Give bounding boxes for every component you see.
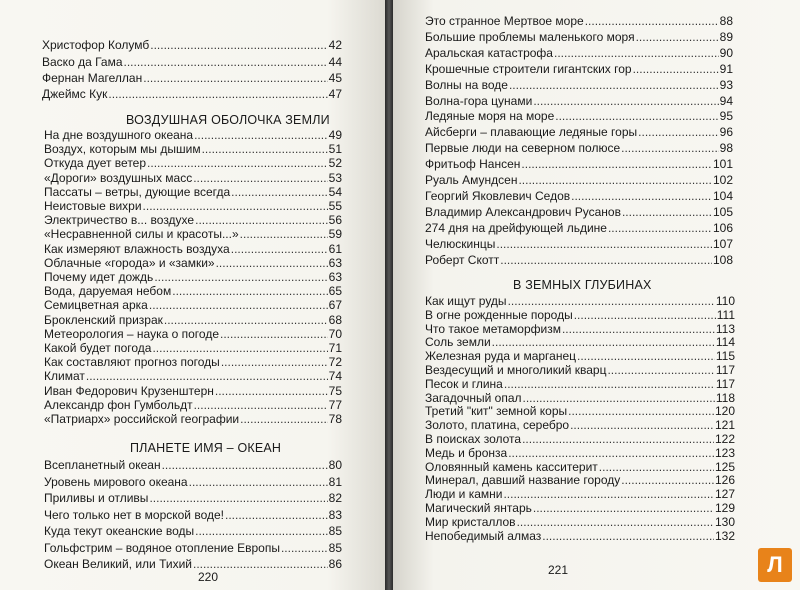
dot-leader (193, 171, 327, 185)
toc-entry-page: 122 (714, 432, 735, 446)
toc-entry (425, 173, 733, 187)
dot-leader (202, 142, 328, 156)
toc-entry-page: 59 (328, 227, 342, 242)
dot-leader (147, 156, 328, 170)
dot-leader (194, 398, 328, 412)
toc-entry-page: 53 (328, 170, 342, 185)
toc-entry (44, 475, 342, 489)
toc-entry-title: Волна-гора цунами (425, 93, 533, 108)
toc-entry (44, 541, 342, 555)
toc-entry-page: 111 (716, 307, 735, 322)
toc-entry (44, 227, 342, 241)
toc-entry-page: 85 (328, 524, 342, 538)
toc-entry-title: Александр фон Гумбольдт (44, 397, 193, 412)
dot-leader (568, 404, 714, 418)
dot-leader (523, 391, 715, 405)
dot-leader (281, 541, 328, 555)
toc-entry (425, 237, 733, 251)
toc-entry-title: «Дороги» воздушных масс (44, 170, 193, 185)
toc-entry-title: 274 дня на дрейфующей льдине (425, 220, 607, 235)
toc-entry-page: 88 (719, 14, 733, 28)
dot-leader (542, 529, 714, 543)
toc-entry (425, 205, 733, 219)
toc-entry-page: 126 (714, 473, 735, 488)
toc-entry (44, 355, 342, 369)
toc-entry-page: 94 (719, 93, 733, 108)
toc-entry-title: Роберт Скотт (425, 252, 500, 267)
toc-entry-title: Магический янтарь (425, 501, 532, 515)
toc-entry-page: 114 (715, 335, 735, 350)
toc-entry-page: 63 (328, 270, 342, 284)
toc-entry (425, 460, 735, 474)
dot-leader (508, 446, 714, 460)
dot-leader (193, 557, 328, 571)
dot-leader (518, 173, 712, 187)
book-gutter (385, 0, 393, 590)
toc-entry-title: Железная руда и марганец (425, 349, 577, 364)
toc-entry-page: 68 (328, 312, 342, 327)
dot-leader (149, 491, 327, 505)
toc-entry-page: 67 (328, 298, 342, 313)
toc-entry (44, 384, 342, 398)
dot-leader (86, 369, 328, 383)
toc-entry-page: 96 (719, 125, 733, 140)
toc-entry (44, 557, 342, 571)
toc-entry (44, 213, 342, 227)
toc-entry (425, 515, 735, 529)
toc-entry-page: 110 (715, 294, 735, 308)
dot-leader (522, 432, 714, 446)
toc-entry-page: 108 (712, 252, 733, 267)
dot-leader (194, 128, 328, 142)
toc-entry-page: 105 (712, 204, 733, 219)
toc-entry (425, 109, 733, 123)
toc-entry-page: 95 (719, 109, 733, 124)
dot-leader (195, 213, 328, 227)
toc-entry-title: «Патриарх» российской географии (44, 412, 240, 426)
toc-entry-title: Куда текут океанские воды (44, 524, 195, 538)
toc-entry-page: 77 (328, 397, 342, 412)
toc-entry-title: В поисках золота (425, 432, 522, 446)
toc-entry-title: Брокленский призрак (44, 312, 163, 327)
toc-entry (44, 398, 342, 412)
toc-entry-page: 42 (328, 38, 342, 52)
toc-entry (425, 418, 735, 432)
dot-leader (599, 460, 714, 474)
dot-leader (225, 508, 328, 522)
toc-entry (44, 508, 342, 522)
toc-entry (425, 391, 735, 405)
toc-entry (44, 313, 342, 327)
dot-leader (571, 189, 712, 203)
toc-entry-title: В огне рожденные породы (425, 307, 573, 322)
toc-entry-title: Крошечные строители гигантских гор (425, 61, 632, 76)
toc-entry-title: Пассаты – ветры, дующие всегда (44, 184, 231, 199)
toc-entry (425, 94, 733, 108)
dot-leader (633, 62, 719, 76)
toc-entry-page: 74 (328, 369, 342, 384)
toc-entry-title: Мир кристаллов (425, 514, 516, 529)
toc-entry-title: Георгий Яковлевич Седов (425, 188, 571, 203)
page-number-left: 220 (198, 570, 219, 584)
toc-entry (44, 327, 342, 341)
toc-entry-title: Воздух, которым мы дышим (44, 142, 201, 157)
toc-entry-title: Фернан Магеллан (42, 71, 143, 85)
section-heading-air: ВОЗДУШНАЯ ОБОЛОЧКА ЗЕМЛИ (126, 113, 330, 127)
dot-leader (508, 294, 715, 308)
toc-entry (425, 446, 735, 460)
dot-leader (492, 335, 715, 349)
toc-entry-page: 130 (714, 514, 735, 529)
toc-entry-title: Медь и бронза (425, 445, 508, 460)
toc-entry-page: 70 (328, 326, 342, 341)
toc-entry (44, 242, 342, 256)
toc-entry-page: 106 (712, 220, 733, 235)
toc-entry-title: Почему идет дождь (44, 270, 154, 284)
dot-leader (621, 473, 714, 487)
dot-leader (638, 125, 718, 139)
toc-entry-title: Как ищут руды (425, 294, 507, 308)
left-page (0, 0, 385, 590)
toc-entry-page: 65 (328, 284, 342, 299)
toc-entry-title: Минерал, давший название городу (425, 473, 621, 488)
dot-leader (504, 377, 715, 391)
dot-leader (154, 270, 327, 284)
toc-entry-title: Как составляют прогноз погоды (44, 355, 220, 370)
toc-entry-title: Облачные «города» и «замки» (44, 255, 215, 270)
dot-leader (585, 14, 719, 28)
toc-entry (425, 349, 735, 363)
toc-entry (425, 294, 735, 308)
toc-entry (425, 62, 733, 76)
toc-entry-title: Первые люди на северном полюсе (425, 141, 621, 156)
toc-entry (44, 171, 342, 185)
toc-entry (425, 14, 733, 28)
toc-entry-page: 121 (714, 418, 735, 433)
toc-entry-title: Аральская катастрофа (425, 45, 553, 60)
toc-entry-page: 81 (328, 474, 342, 489)
toc-entry-title: Какой будет погода (44, 341, 152, 355)
toc-entry (44, 142, 342, 156)
toc-entry-page: 117 (715, 376, 735, 391)
dot-leader (215, 384, 328, 398)
dot-leader (162, 458, 328, 472)
dot-leader (189, 475, 328, 489)
toc-entry-title: Владимир Александрович Русанов (425, 204, 621, 219)
right-toc (393, 0, 800, 590)
toc-entry (425, 125, 733, 139)
toc-entry (44, 199, 342, 213)
toc-entry-title: Люди и камни (425, 487, 503, 502)
toc-entry-page: 102 (712, 173, 733, 187)
left-toc (0, 0, 385, 590)
toc-entry (425, 308, 735, 322)
toc-entry-page: 82 (328, 491, 342, 505)
dot-leader (231, 185, 327, 199)
toc-entry (425, 501, 735, 515)
dot-leader (500, 253, 712, 267)
right-page (393, 0, 800, 590)
dot-leader (195, 524, 328, 538)
toc-entry-title: Уровень мирового океана (44, 474, 188, 489)
dot-leader (152, 341, 327, 355)
toc-entry-title: Иван Федорович Крузенштерн (44, 383, 214, 398)
toc-entry (42, 71, 342, 85)
toc-entry-title: Климат (44, 369, 85, 384)
toc-entry (42, 55, 342, 69)
dot-leader (221, 355, 328, 369)
toc-entry-title: Это странное Мертвое море (425, 14, 584, 28)
dot-leader (533, 501, 714, 515)
toc-entry (425, 377, 735, 391)
dot-leader (164, 313, 328, 327)
toc-entry-page: 52 (328, 156, 342, 171)
dot-leader (509, 78, 719, 92)
toc-entry (42, 38, 342, 52)
toc-entry (44, 412, 342, 426)
dot-leader (143, 199, 328, 213)
toc-entry (425, 253, 733, 267)
toc-entry-title: Руаль Амундсен (425, 173, 518, 187)
dot-leader (607, 363, 714, 377)
toc-entry (44, 524, 342, 538)
toc-entry (425, 78, 733, 92)
toc-entry-page: 45 (328, 71, 342, 85)
toc-entry-page: 71 (328, 341, 342, 355)
dot-leader (143, 71, 327, 85)
toc-entry-title: Всепланетный океан (44, 458, 161, 472)
dot-leader (240, 227, 328, 241)
dot-leader (577, 349, 715, 363)
dot-leader (240, 412, 328, 426)
toc-entry-page: 86 (328, 557, 342, 571)
toc-entry (425, 189, 733, 203)
toc-entry-title: Чего только нет в морской воде! (44, 507, 225, 522)
dot-leader (124, 55, 328, 69)
toc-entry-page: 72 (328, 355, 342, 370)
toc-entry (425, 141, 733, 155)
toc-entry-title: На дне воздушного океана (44, 128, 194, 142)
dot-leader (216, 256, 328, 270)
toc-entry-page: 89 (719, 29, 733, 44)
toc-entry-title: Песок и глина (425, 376, 503, 391)
toc-entry (44, 270, 342, 284)
dot-leader (562, 322, 715, 336)
toc-entry-page: 54 (328, 184, 342, 199)
toc-entry-page: 107 (712, 236, 733, 251)
toc-entry-page: 78 (328, 412, 342, 426)
toc-entry-title: «Несравненной силы и красоты...» (44, 227, 239, 242)
dot-leader (608, 221, 712, 235)
toc-entry-title: Как измеряют влажность воздуха (44, 241, 230, 256)
toc-entry (425, 404, 735, 418)
toc-entry-title: Третий "кит" земной коры (425, 404, 568, 419)
dot-leader (521, 157, 712, 171)
dot-leader (555, 109, 718, 123)
toc-entry-page: 113 (715, 321, 735, 336)
dot-leader (503, 487, 714, 501)
toc-entry-title: Загадочный опал (425, 390, 522, 405)
toc-entry (44, 256, 342, 270)
toc-entry-title: Челюскинцы (425, 236, 496, 251)
toc-entry-title: Золото, платина, серебро (425, 418, 570, 433)
toc-entry (44, 156, 342, 170)
dot-leader (149, 298, 328, 312)
toc-entry (425, 157, 733, 171)
toc-entry-title: Электричество в... воздухе (44, 213, 195, 228)
toc-entry-title: Айсберги – плавающие ледяные горы (425, 125, 638, 140)
dot-leader (108, 87, 327, 101)
toc-entry (425, 473, 735, 487)
dot-leader (172, 284, 327, 298)
toc-entry-page: 83 (328, 507, 342, 522)
toc-entry-page: 90 (719, 45, 733, 60)
toc-entry-page: 75 (328, 383, 342, 398)
toc-entry-page: 132 (714, 528, 735, 543)
toc-entry-title: Что такое метаморфизм (425, 321, 561, 336)
publisher-logo: Л (758, 548, 792, 582)
toc-entry (425, 335, 735, 349)
dot-leader (150, 38, 327, 52)
toc-entry-page: 104 (712, 188, 733, 203)
toc-entry-page: 93 (719, 77, 733, 92)
toc-entry-page: 56 (328, 213, 342, 228)
toc-entry (425, 221, 733, 235)
section-heading-ocean: ПЛАНЕТЕ ИМЯ – ОКЕАН (130, 441, 282, 455)
toc-entry-title: Большие проблемы маленького моря (425, 29, 635, 44)
toc-entry-page: 63 (328, 255, 342, 270)
toc-entry (425, 529, 735, 543)
dot-leader (622, 205, 712, 219)
toc-entry-page: 51 (328, 142, 342, 157)
toc-entry (425, 30, 733, 44)
dot-leader (533, 94, 718, 108)
toc-entry (425, 363, 735, 377)
toc-entry-page: 101 (712, 157, 733, 172)
toc-entry-title: Васко да Гама (42, 55, 123, 69)
toc-entry-title: Ледяные моря на море (425, 109, 555, 124)
toc-entry (425, 432, 735, 446)
toc-entry-page: 61 (328, 241, 342, 256)
toc-entry-page: 123 (714, 445, 735, 460)
toc-entry-page: 85 (328, 540, 342, 555)
toc-entry (44, 284, 342, 298)
toc-entry (44, 341, 342, 355)
toc-entry-page: 127 (714, 487, 735, 502)
toc-entry-page: 91 (719, 61, 733, 76)
toc-entry-title: Соль земли (425, 335, 491, 350)
toc-entry-page: 98 (719, 141, 733, 156)
toc-entry-title: Христофор Колумб (42, 38, 150, 52)
toc-entry-title: Гольфстрим – водяное отопление Европы (44, 540, 280, 555)
dot-leader (496, 237, 712, 251)
toc-entry-title: Непобедимый алмаз (425, 528, 542, 543)
toc-entry-page: 115 (715, 349, 735, 364)
toc-entry-title: Джеймс Кук (42, 87, 108, 101)
toc-entry-page: 47 (328, 87, 342, 101)
toc-entry-page: 49 (328, 128, 342, 142)
dot-leader (570, 418, 714, 432)
dot-leader (554, 46, 719, 60)
toc-entry-page: 125 (714, 459, 735, 474)
toc-entry-title: Океан Великий, или Тихий (44, 557, 192, 571)
toc-entry-page: 44 (328, 55, 342, 69)
toc-entry (44, 491, 342, 505)
toc-entry-page: 55 (328, 199, 342, 213)
toc-entry-title: Откуда дует ветер (44, 156, 147, 171)
toc-entry-page: 120 (714, 404, 735, 419)
toc-entry-page: 117 (715, 363, 735, 377)
toc-entry (44, 185, 342, 199)
toc-entry-title: Неистовые вихри (44, 199, 142, 213)
toc-entry (425, 46, 733, 60)
toc-entry (44, 128, 342, 142)
toc-entry (44, 458, 342, 472)
dot-leader (574, 308, 716, 322)
toc-entry-page: 118 (715, 390, 735, 405)
toc-entry (425, 487, 735, 501)
toc-entry (42, 87, 342, 101)
toc-entry (425, 322, 735, 336)
toc-entry-page: 129 (714, 501, 735, 515)
dot-leader (231, 242, 328, 256)
dot-leader (517, 515, 714, 529)
toc-entry-title: Вездесущий и многоликий кварц (425, 363, 607, 377)
dot-leader (636, 30, 719, 44)
toc-entry-title: Фритьоф Нансен (425, 157, 521, 172)
toc-entry-title: Метеорология – наука о погоде (44, 326, 219, 341)
toc-entry (44, 298, 342, 312)
toc-entry-title: Волны на воде (425, 77, 508, 92)
toc-entry-title: Оловянный камень касситерит (425, 459, 598, 474)
page-number-right: 221 (548, 563, 569, 577)
toc-entry-page: 80 (328, 458, 342, 472)
dot-leader (621, 141, 719, 155)
toc-entry-title: Приливы и отливы (44, 491, 149, 505)
section-heading-depths: В ЗЕМНЫХ ГЛУБИНАХ (513, 278, 652, 292)
toc-entry-title: Вода, даруемая небом (44, 284, 172, 299)
toc-entry (44, 369, 342, 383)
toc-entry-title: Семицветная арка (44, 298, 148, 313)
dot-leader (220, 327, 328, 341)
